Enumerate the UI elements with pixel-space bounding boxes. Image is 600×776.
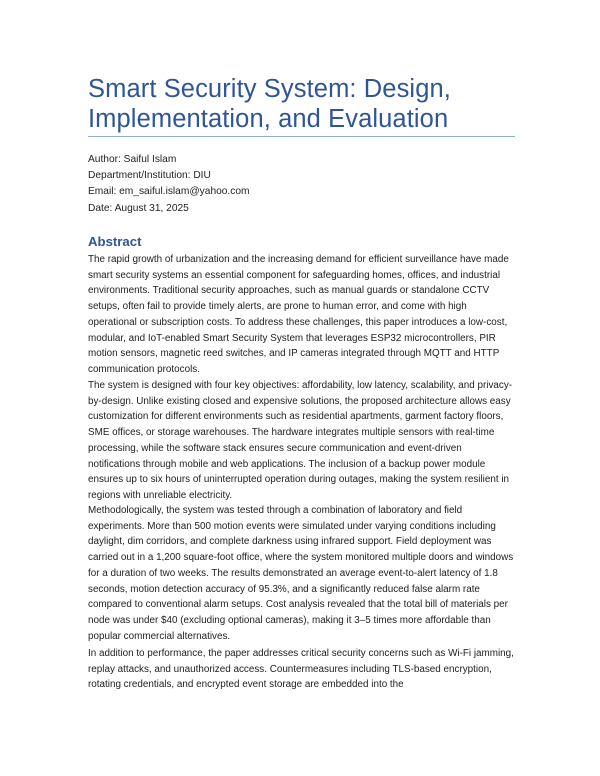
email-line: Email: em_saiful.islam@yahoo.com (88, 186, 250, 198)
abstract-paragraph-1: The rapid growth of urbanization and the increasing demand for efficient surveillance have made smart security systems an essential component for safeguarding homes, offices, and industrial environments. Traditional security approaches, such as manual guards or standalone CCTV setups, often fail to provide timely alerts, are prone to human error, and come with high operational or subscription costs. To address these challenges, this paper introduces a low-cost, modular, and IoT-enabled Smart Security System that leverages ESP32 microcontrollers, PIR motion sensors, magnetic reed switches, and IP cameras integrated through MQTT and HTTP communication protocols. (88, 254, 509, 375)
author-info (88, 152, 250, 217)
abstract-paragraph-3: Methodologically, the system was tested through a combination of laboratory and field experiments. More than 500 motion events were simulated under varying conditions including daylight, dim corridors, and complete darkness using infrared support. Field deployment was carried out in a 1,200 square-foot office, where the system monitored multiple doors and windows for a duration of two weeks. The results demonstrated an average event-to-alert latency of 1.8 seconds, motion detection accuracy of 95.3%, and a significantly reduced false alarm rate compared to conventional alarm setups. Cost analysis revealed that the total bill of materials per node was under $40 (excluding optional cameras), making it 3–5 times more affordable than popular commercial alternatives. (88, 505, 514, 642)
date-line: Date: August 31, 2025 (88, 202, 189, 214)
title-divider (88, 136, 515, 137)
abstract-paragraph-4: In addition to performance, the paper addresses critical security concerns such as Wi-Fi jamming, replay attacks, and unauthorized access. Countermeasures including TLS-based encryption, rotating credentials, and encrypted event storage are embedded into the (88, 648, 514, 691)
paper-title: Smart Security System: Design, Implementation, and Evaluation (88, 75, 451, 133)
abstract-paragraph-2: The system is designed with four key objectives: affordability, low latency, scalability, and privacy-by-design. Unlike existing closed and expensive solutions, the proposed architecture allows easy customization for different environments such as residential apartments, garment factory floors, SME offices, or storage warehouses. The hardware integrates multiple sensors with real-time processing, while the software stack ensures secure communication and event-driven notifications through mobile and web applications. The inclusion of a backup power module ensures up to six hours of uninterrupted operation during outages, making the system resilient in regions with unreliable electricity. (88, 380, 513, 501)
abstract-heading: Abstract (88, 234, 142, 249)
institution-line: Department/Institution: DIU (88, 170, 211, 182)
author-line: Author: Saiful Islam (88, 154, 177, 165)
